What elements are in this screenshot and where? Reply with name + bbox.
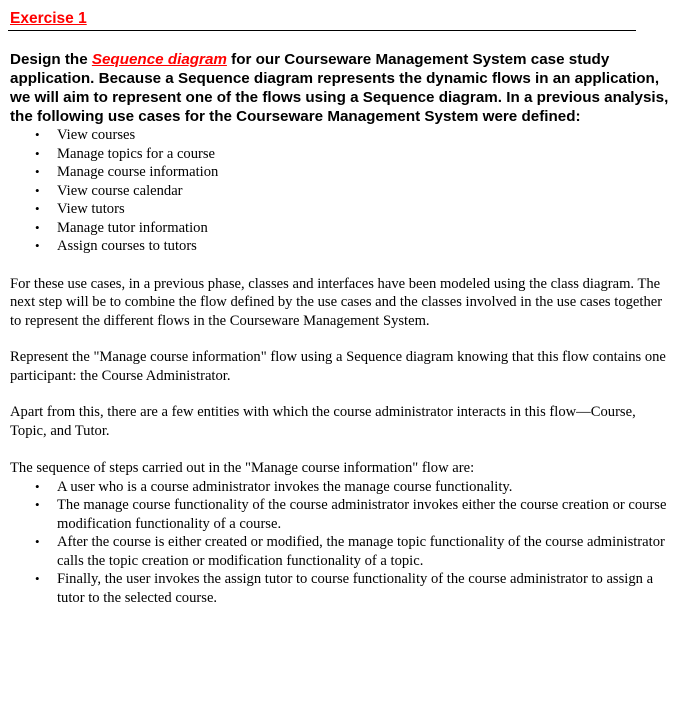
bullet-icon: •: [35, 238, 40, 253]
bullet-icon: •: [35, 497, 40, 512]
list-item: • View course calendar: [35, 182, 183, 199]
bullet-icon: •: [35, 219, 40, 235]
bullet-icon: •: [35, 164, 40, 179]
list-item: • Manage tutor information: [35, 219, 208, 236]
bullet-icon: •: [35, 201, 40, 216]
list-item: • Finally, the user invokes the assign tutor to course functionality of the course administrator to assign a tutor to the selected course.: [35, 571, 654, 606]
flow-steps-list: [8, 478, 684, 608]
intro-text-end: for our Courseware Management System case study application. Because a Sequence diagram represents the dynamic flows in an application, we will aim to represent one of the flows using a Sequence diagram. In a previous analysis, the following use cases for the Courseware Management System were defined:: [10, 51, 669, 125]
intro-text-start: Design the: [10, 51, 92, 68]
participant-paragraph: Represent the "Manage course information" flow using a Sequence diagram knowing that this flow contains one participant: the Course Administrator.: [10, 349, 666, 384]
class-diagram-paragraph: For these use cases, in a previous phase, classes and interfaces have been modeled using the class diagram. The next step will be to combine the flow defined by the use cases and the classes involved in the use cases together to represent the different flows in the Courseware Management System.: [10, 275, 663, 329]
bullet-icon: •: [35, 534, 40, 549]
bullet-icon: •: [35, 145, 40, 161]
exercise-heading: [8, 8, 636, 31]
bullet-icon: •: [35, 127, 40, 142]
list-item: • View tutors: [35, 201, 125, 217]
use-case-list: [8, 126, 684, 256]
list-item: • Assign courses to tutors: [35, 238, 197, 254]
entities-paragraph: Apart from this, there are a few entities with which the course administrator interacts in this flow—Course, Topic, and Tutor.: [10, 404, 636, 439]
list-item: • Manage topics for a course: [35, 145, 216, 162]
steps-intro-paragraph: The sequence of steps carried out in the "Manage course information" flow are:: [10, 460, 475, 476]
bullet-icon: •: [35, 182, 40, 198]
bullet-icon: •: [35, 478, 40, 494]
sequence-diagram-link[interactable]: Sequence diagram: [91, 51, 227, 68]
list-item: • Manage course information: [35, 164, 219, 180]
list-item: • View courses: [35, 127, 136, 143]
list-item: • The manage course functionality of the course administrator invokes either the course creation or course modification functionality of a course.: [35, 497, 667, 532]
exercise-title: Exercise 1: [10, 10, 87, 27]
bullet-icon: •: [35, 571, 40, 586]
list-item: • A user who is a course administrator invokes the manage course functionality.: [35, 478, 513, 495]
document-page: [8, 8, 684, 607]
list-item: • After the course is either created or modified, the manage topic functionality of the course administrator calls the topic creation or modification functionality of a topic.: [35, 534, 665, 569]
intro-paragraph: [10, 50, 670, 126]
